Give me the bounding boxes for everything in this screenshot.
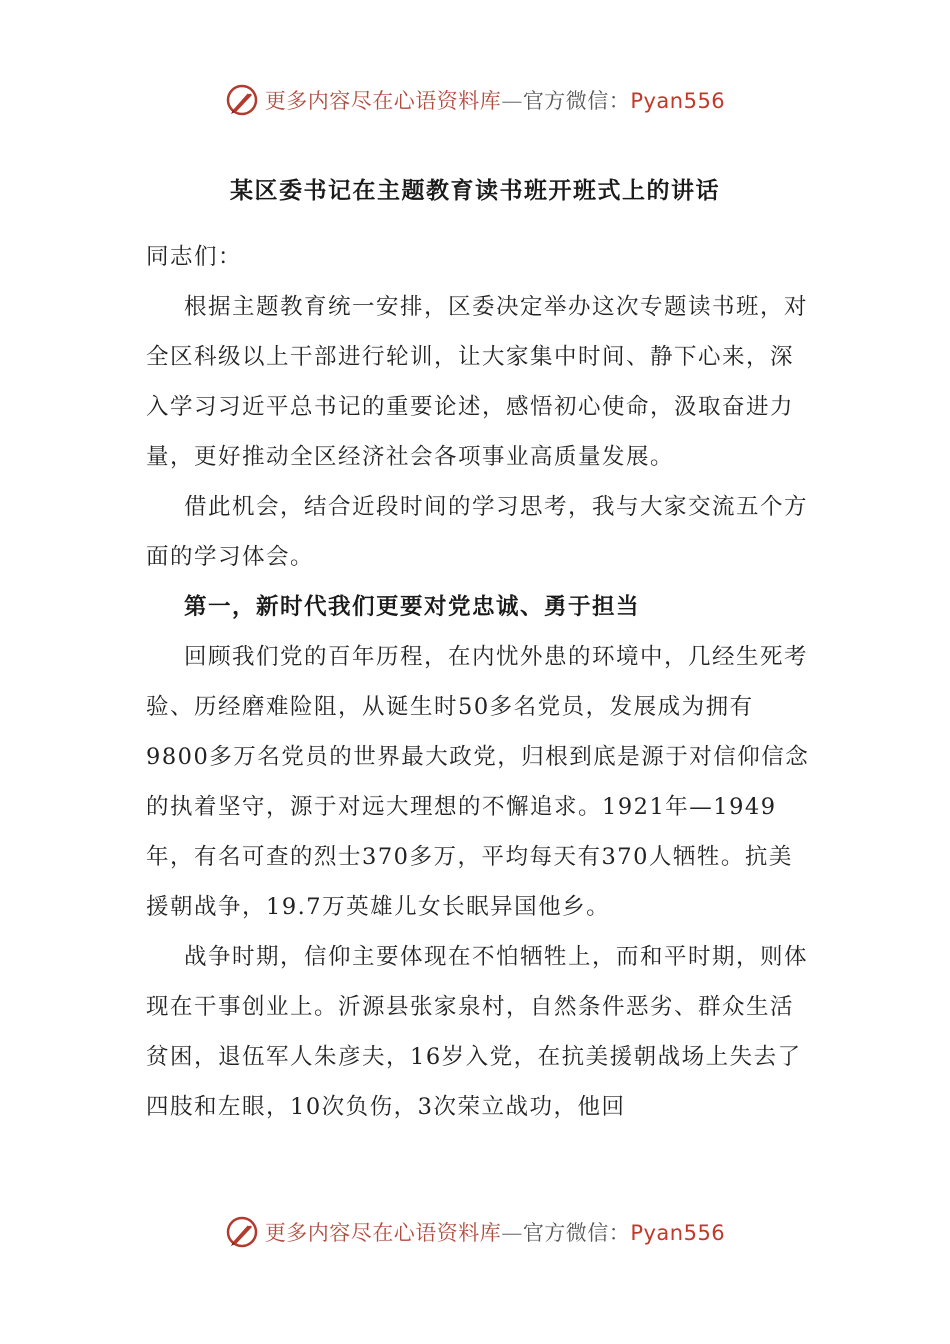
banner-prefix: 更多内容尽在心语资料库 (264, 1221, 502, 1245)
banner-wechat-id: Pyan556 (630, 1221, 726, 1245)
header-watermark-banner (0, 80, 950, 120)
banner-wechat-id: Pyan556 (630, 89, 726, 113)
section-heading: 第一，新时代我们更要对党忠诚、勇于担当 (184, 594, 641, 620)
paragraph: 借此机会，结合近段时间的学习思考，我与大家交流五个方面的学习体会。 (146, 494, 809, 570)
banner-text (265, 1217, 725, 1247)
banner-dash: — (501, 1221, 523, 1245)
banner-dash: — (501, 89, 523, 113)
banner-wechat-label: 官方微信： (522, 1221, 631, 1245)
salutation: 同志们： (146, 244, 243, 270)
pen-in-circle-logo (225, 83, 259, 117)
paragraph: 根据主题教育统一安排，区委决定举办这次专题读书班，对全区科级以上干部进行轮训，让大家集中时间、静下心来，深入学习习近平总书记的重要论述，感悟初心使命，汲取奋进力量，更好推动全区经济社会各项事业高质量发展。 (146, 294, 809, 470)
document-body (146, 232, 816, 1132)
pen-in-circle-logo (225, 1215, 259, 1249)
banner-wechat-label: 官方微信： (522, 89, 631, 113)
paragraph: 战争时期，信仰主要体现在不怕牺牲上，而和平时期，则体现在干事创业上。沂源县张家泉村，自然条件恶劣、群众生活贫困，退伍军人朱彦夫，16岁入党，在抗美援朝战场上失去了四肢和左眼，10次负伤，3次荣立战功，他回 (146, 944, 809, 1120)
document-title: 某区委书记在主题教育读书班开班式上的讲话 (230, 177, 720, 204)
footer-watermark-banner (0, 1212, 950, 1252)
banner-prefix: 更多内容尽在心语资料库 (264, 89, 502, 113)
banner-text (265, 85, 725, 115)
paragraph: 回顾我们党的百年历程，在内忧外患的环境中，几经生死考验、历经磨难险阻，从诞生时50多名党员，发展成为拥有9800多万名党员的世界最大政党，归根到底是源于对信仰信念的执着坚守，源于对远大理想的不懈追求。1921年—1949年，有名可查的烈士370多万，平均每天有370人牺牲。抗美援朝战争，19.7万英雄儿女长眠异国他乡。 (146, 644, 810, 920)
